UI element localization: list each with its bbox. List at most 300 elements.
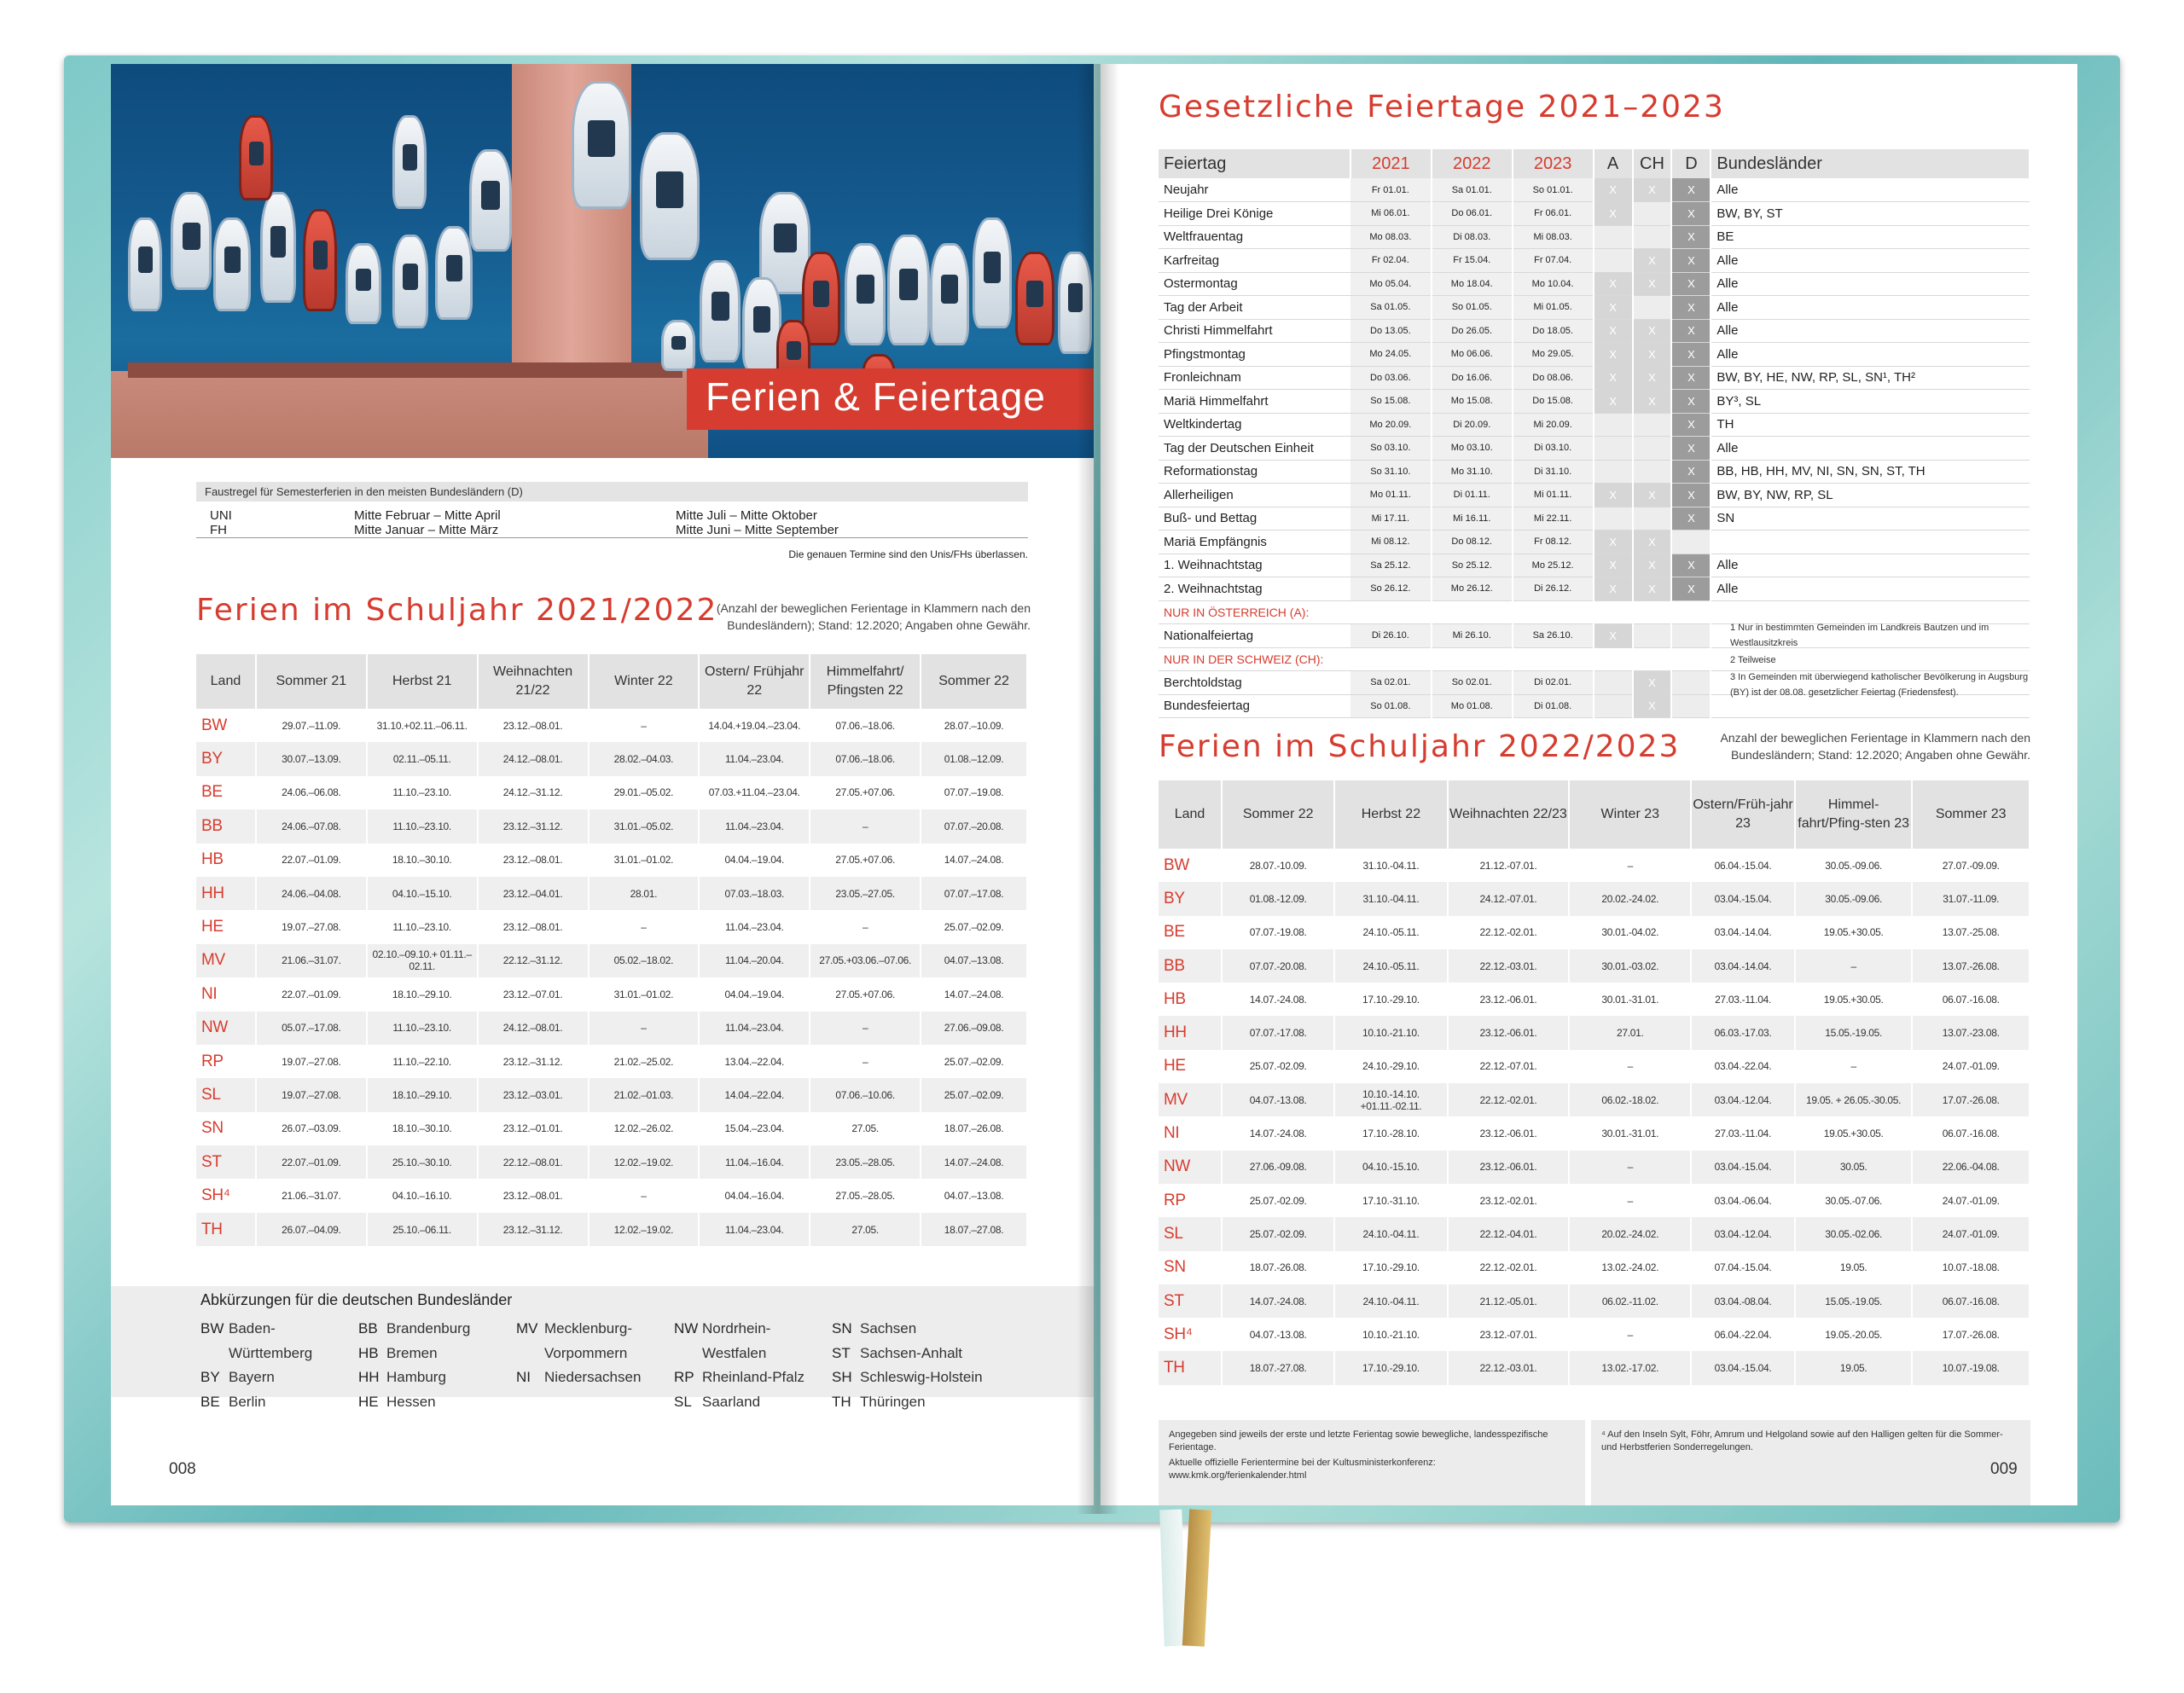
- date-cell: 23.12.–07.01.: [478, 977, 589, 1011]
- date-cell: 24.12.–08.01.: [478, 1012, 589, 1045]
- date-cell: 24.10.-04.11.: [1334, 1284, 1447, 1318]
- date-cell: 22.12.-02.01.: [1448, 1251, 1570, 1284]
- table-row: [196, 977, 1027, 1011]
- date-cell: 19.05. + 26.05.-30.05.: [1795, 1083, 1913, 1116]
- date-cell: 30.01.-31.01.: [1569, 1116, 1691, 1150]
- date-cell: 21.02.–25.02.: [589, 1045, 700, 1078]
- state-code: BB: [196, 809, 256, 843]
- holiday-row: [1159, 460, 2030, 484]
- date-cell: 03.04.-15.04.: [1691, 1151, 1795, 1184]
- holiday-row: [1159, 507, 2030, 531]
- states-cell: Alle: [1711, 437, 2030, 461]
- date-cell: 27.03.-11.04.: [1691, 1116, 1795, 1150]
- state-code: HE: [196, 910, 256, 943]
- date-cell: 03.04.-14.04.: [1691, 949, 1795, 983]
- book-gutter: [1077, 64, 1119, 1514]
- table-row: [1159, 1050, 2030, 1083]
- holiday-date: Do 13.05.: [1350, 319, 1432, 343]
- date-cell: 06.02.-11.02.: [1569, 1284, 1691, 1318]
- footnote: 2 Teilweise: [1730, 655, 1776, 665]
- holiday-date: Mi 26.10.: [1432, 624, 1513, 648]
- abbrev-entry: [516, 1342, 641, 1366]
- date-cell: 27.05.+07.06.: [810, 977, 921, 1011]
- abbrev-entry: [674, 1342, 804, 1366]
- date-cell: –: [1795, 949, 1913, 983]
- state-code: NI: [196, 977, 256, 1011]
- date-cell: 11.10.–23.10.: [367, 910, 478, 943]
- holiday-date: So 25.12.: [1432, 554, 1513, 577]
- date-cell: 18.07.–27.08.: [921, 1213, 1027, 1246]
- abbrev-code: ST: [832, 1344, 851, 1361]
- date-cell: 23.12.–31.12.: [478, 1213, 589, 1246]
- marker-cell: X: [1671, 554, 1711, 577]
- holiday-date: Fr 08.12.: [1513, 531, 1594, 554]
- date-cell: 11.04.–23.04.: [699, 809, 810, 843]
- section-label: NUR IN DER SCHWEIZ (CH):: [1159, 647, 2030, 671]
- date-cell: –: [589, 910, 700, 943]
- table-row: [196, 742, 1027, 775]
- date-cell: 04.07.–13.08.: [921, 1179, 1027, 1212]
- state-code: SN: [1159, 1251, 1222, 1284]
- table-row: [1159, 1116, 2030, 1150]
- date-cell: 07.06.–10.06.: [810, 1078, 921, 1111]
- marker-cell: X: [1633, 554, 1672, 577]
- date-cell: –: [810, 910, 921, 943]
- states-cell: Alle: [1711, 272, 2030, 296]
- marker-cell: X: [1633, 178, 1672, 202]
- date-cell: 04.04.–16.04.: [699, 1179, 810, 1212]
- abbrev-column: [674, 1317, 804, 1414]
- date-cell: 15.05.-19.05.: [1795, 1016, 1913, 1049]
- date-cell: 24.10.-29.10.: [1334, 1050, 1447, 1083]
- date-cell: 24.06.–04.08.: [256, 877, 367, 910]
- marker-cell: X: [1594, 531, 1633, 554]
- state-code: SH⁴: [196, 1179, 256, 1212]
- date-cell: 07.03.+11.04.–23.04.: [699, 776, 810, 809]
- date-cell: 30.01.-04.02.: [1569, 916, 1691, 949]
- abbrev-title: Abkürzungen für die deutschen Bundesländer: [200, 1291, 513, 1308]
- abbrev-entry: [358, 1342, 470, 1366]
- date-cell: 30.07.–13.09.: [256, 742, 367, 775]
- holiday-name: 1. Weihnachtstag: [1159, 554, 1350, 577]
- date-cell: 20.02.-24.02.: [1569, 1217, 1691, 1250]
- column-header: Winter 22: [589, 654, 700, 709]
- date-cell: –: [1569, 1050, 1691, 1083]
- footer-note-right: ⁴ Auf den Inseln Sylt, Föhr, Amrum und Helgoland sowie auf den Halligen gelten für die Sommer- und Herbstferien Sonderregelungen.: [1591, 1420, 2030, 1505]
- marker-cell: X: [1633, 694, 1672, 718]
- date-cell: 23.12.-06.01.: [1448, 1151, 1570, 1184]
- marker-cell: [1671, 671, 1711, 695]
- marker-cell: X: [1594, 366, 1633, 390]
- date-cell: 19.05.: [1795, 1351, 1913, 1384]
- section-title: Ferien im Schuljahr 2021/2022: [196, 593, 718, 628]
- date-cell: 19.05.+30.05.: [1795, 1116, 1913, 1150]
- abbrev-name: Westfalen: [702, 1344, 767, 1361]
- holiday-name: Pfingstmontag: [1159, 343, 1350, 367]
- table-row: [1159, 1217, 2030, 1250]
- states-cell: Alle: [1711, 554, 2030, 577]
- rule-cell: UNI: [210, 508, 232, 523]
- rule-cell: FH: [210, 523, 227, 537]
- table-row: [196, 944, 1027, 977]
- date-cell: 17.10.-29.10.: [1334, 1351, 1447, 1384]
- abbrev-code: TH: [832, 1393, 851, 1410]
- abbrev-column: [358, 1317, 470, 1414]
- date-cell: 27.03.-11.04.: [1691, 983, 1795, 1016]
- table-row: [1159, 1151, 2030, 1184]
- table-row: [1159, 1016, 2030, 1049]
- marker-cell: [1594, 671, 1633, 695]
- date-cell: 23.12.-06.01.: [1448, 1016, 1570, 1049]
- date-cell: 14.07.-24.08.: [1222, 1284, 1334, 1318]
- marker-cell: X: [1671, 178, 1711, 202]
- marker-cell: [1633, 225, 1672, 249]
- holiday-name: 2. Weihnachtstag: [1159, 577, 1350, 601]
- date-cell: 07.06.–18.06.: [810, 742, 921, 775]
- marker-cell: X: [1671, 413, 1711, 437]
- date-cell: 22.07.–01.09.: [256, 1145, 367, 1179]
- date-cell: 19.07.–27.08.: [256, 1078, 367, 1111]
- column-header: D: [1671, 149, 1711, 178]
- date-cell: 11.04.–20.04.: [699, 944, 810, 977]
- state-code: BB: [1159, 949, 1222, 983]
- state-code: NI: [1159, 1116, 1222, 1150]
- holiday-row: [1159, 413, 2030, 437]
- state-code: MV: [1159, 1083, 1222, 1116]
- marker-cell: X: [1671, 460, 1711, 484]
- table-row: [1159, 1251, 2030, 1284]
- date-cell: 06.03.-17.03.: [1691, 1016, 1795, 1049]
- date-cell: 30.05.-07.06.: [1795, 1184, 1913, 1217]
- date-cell: 14.07.–24.08.: [921, 1145, 1027, 1179]
- abbrev-code: BY: [200, 1369, 220, 1385]
- date-cell: 07.07.-17.08.: [1222, 1016, 1334, 1049]
- marker-cell: X: [1594, 484, 1633, 507]
- abbrev-entry: [516, 1317, 641, 1342]
- states-cell: BY³, SL: [1711, 390, 2030, 414]
- column-header: Feiertag: [1159, 149, 1350, 178]
- abbrev-entry: [674, 1317, 804, 1342]
- state-code: BY: [196, 742, 256, 775]
- date-cell: 31.01.–01.02.: [589, 977, 700, 1011]
- marker-cell: X: [1594, 319, 1633, 343]
- column-header: 2023: [1513, 149, 1594, 178]
- abbrev-code: HH: [358, 1369, 380, 1385]
- holiday-date: Di 31.10.: [1513, 460, 1594, 484]
- date-cell: 11.10.–22.10.: [367, 1045, 478, 1078]
- holiday-date: So 03.10.: [1350, 437, 1432, 461]
- marker-cell: X: [1594, 577, 1633, 601]
- date-cell: 06.02.-18.02.: [1569, 1083, 1691, 1116]
- section-title-2022-23: Ferien im Schuljahr 2022/2023: [1159, 729, 1681, 764]
- column-header: Herbst 21: [367, 654, 478, 709]
- holiday-name: Tag der Deutschen Einheit: [1159, 437, 1350, 461]
- holiday-row: [1159, 249, 2030, 273]
- abbrev-code: BB: [358, 1320, 378, 1336]
- date-cell: 27.05.+07.06.: [810, 844, 921, 877]
- state-code: SH⁴: [1159, 1318, 1222, 1351]
- holiday-date: Mi 16.11.: [1432, 507, 1513, 531]
- column-header: A: [1594, 149, 1633, 178]
- date-cell: 23.05.–28.05.: [810, 1145, 921, 1179]
- states-cell: Alle: [1711, 296, 2030, 320]
- holiday-name: Mariä Empfängnis: [1159, 531, 1350, 554]
- date-cell: 11.04.–23.04.: [699, 1213, 810, 1246]
- date-cell: 22.12.–31.12.: [478, 944, 589, 977]
- marker-cell: X: [1633, 531, 1672, 554]
- date-cell: 29.01.–05.02.: [589, 776, 700, 809]
- holiday-row: [1159, 178, 2030, 202]
- date-cell: –: [589, 1012, 700, 1045]
- marker-cell: [1594, 249, 1633, 273]
- holiday-date: Mo 15.08.: [1432, 390, 1513, 414]
- holiday-date: Do 03.06.: [1350, 366, 1432, 390]
- holiday-name: Bundesfeiertag: [1159, 694, 1350, 718]
- page-number: 009: [1990, 1460, 2018, 1478]
- date-cell: 23.12.–08.01.: [478, 1179, 589, 1212]
- date-cell: 18.07.-27.08.: [1222, 1351, 1334, 1384]
- marker-cell: X: [1594, 390, 1633, 414]
- state-code: BW: [1159, 849, 1222, 882]
- holiday-date: Fr 07.04.: [1513, 249, 1594, 273]
- holiday-row: [1159, 577, 2030, 601]
- marker-cell: X: [1633, 272, 1672, 296]
- boat: [435, 226, 473, 320]
- holiday-name: Neujahr: [1159, 178, 1350, 202]
- date-cell: 24.10.-05.11.: [1334, 916, 1447, 949]
- ribbon-marker: [1182, 1509, 1211, 1646]
- state-code: BW: [196, 709, 256, 742]
- date-cell: 25.10.–30.10.: [367, 1145, 478, 1179]
- date-cell: 01.08.–12.09.: [921, 742, 1027, 775]
- state-code: TH: [1159, 1351, 1222, 1384]
- section-banner: Ferien & Feiertage: [687, 368, 1094, 430]
- abbrev-column: [832, 1317, 983, 1414]
- date-cell: 12.02.–26.02.: [589, 1112, 700, 1145]
- state-code: BE: [1159, 916, 1222, 949]
- holiday-name: Weltfrauentag: [1159, 225, 1350, 249]
- abbrev-code: SN: [832, 1320, 852, 1336]
- holiday-footnotes: [1730, 620, 2029, 702]
- state-code: HB: [1159, 983, 1222, 1016]
- holiday-date: Do 18.05.: [1513, 319, 1594, 343]
- holiday-date: So 26.12.: [1350, 577, 1432, 601]
- date-cell: 14.07.-24.08.: [1222, 1116, 1334, 1150]
- abbrev-name: Niedersachsen: [544, 1369, 642, 1385]
- date-cell: 18.10.–29.10.: [367, 977, 478, 1011]
- column-header: Sommer 23: [1912, 780, 2030, 849]
- holiday-date: So 01.05.: [1432, 296, 1513, 320]
- states-cell: BW, BY, ST: [1711, 202, 2030, 226]
- holiday-date: Mi 01.05.: [1513, 296, 1594, 320]
- column-header: Ostern/Früh-jahr 23: [1691, 780, 1795, 849]
- abbrev-entry: [200, 1365, 312, 1390]
- date-cell: 15.04.–23.04.: [699, 1112, 810, 1145]
- abbrev-code: NI: [516, 1369, 531, 1385]
- holiday-date: Mo 18.04.: [1432, 272, 1513, 296]
- states-cell: SN: [1711, 507, 2030, 531]
- column-header: Winter 23: [1569, 780, 1691, 849]
- holiday-name: Karfreitag: [1159, 249, 1350, 273]
- date-cell: 17.07.-26.08.: [1912, 1318, 2030, 1351]
- state-code: HE: [1159, 1050, 1222, 1083]
- date-cell: 27.05.: [810, 1213, 921, 1246]
- holiday-date: Di 01.11.: [1432, 484, 1513, 507]
- states-cell: TH: [1711, 413, 2030, 437]
- abbrev-name: Sachsen: [860, 1320, 917, 1336]
- marker-cell: X: [1594, 272, 1633, 296]
- column-header: Sommer 22: [1222, 780, 1334, 849]
- abbrev-entry: [832, 1317, 983, 1342]
- abbrev-name: Mecklenburg-: [544, 1320, 632, 1336]
- date-cell: 03.04.-06.04.: [1691, 1184, 1795, 1217]
- table-row: [1159, 1083, 2030, 1116]
- date-cell: 28.07.-10.09.: [1222, 849, 1334, 882]
- page-number: 008: [169, 1460, 196, 1478]
- date-cell: 30.01.-31.01.: [1569, 983, 1691, 1016]
- date-cell: 22.12.-03.01.: [1448, 1351, 1570, 1384]
- date-cell: 27.05.+07.06.: [810, 776, 921, 809]
- date-cell: 23.12.-06.01.: [1448, 1116, 1570, 1150]
- holiday-date: So 31.10.: [1350, 460, 1432, 484]
- date-cell: –: [810, 1045, 921, 1078]
- date-cell: 23.12.-06.01.: [1448, 983, 1570, 1016]
- marker-cell: [1633, 413, 1672, 437]
- date-cell: 24.07.-01.09.: [1912, 1050, 2030, 1083]
- abbrev-name: Berlin: [229, 1393, 266, 1410]
- state-code: HB: [196, 844, 256, 877]
- date-cell: 23.05.–27.05.: [810, 877, 921, 910]
- date-cell: 03.04.-12.04.: [1691, 1083, 1795, 1116]
- state-code: NW: [1159, 1151, 1222, 1184]
- date-cell: 27.06.–09.08.: [921, 1012, 1027, 1045]
- states-cell: [1711, 531, 2030, 554]
- column-header: Ostern/ Frühjahr 22: [699, 654, 810, 709]
- holiday-date: Di 26.10.: [1350, 624, 1432, 648]
- date-cell: 22.12.-03.01.: [1448, 949, 1570, 983]
- table-row: [1159, 1351, 2030, 1384]
- abbrev-entry: [832, 1365, 983, 1390]
- date-cell: –: [1569, 1184, 1691, 1217]
- holiday-date: Di 20.09.: [1432, 413, 1513, 437]
- date-cell: 30.05.-02.06.: [1795, 1217, 1913, 1250]
- date-cell: 27.06.-09.08.: [1222, 1151, 1334, 1184]
- date-cell: 04.07.-13.08.: [1222, 1083, 1334, 1116]
- holiday-row: [1159, 554, 2030, 577]
- table-row: [1159, 849, 2030, 882]
- holiday-date: Mi 01.11.: [1513, 484, 1594, 507]
- marker-cell: X: [1633, 671, 1672, 695]
- date-cell: 11.10.–23.10.: [367, 809, 478, 843]
- marker-cell: X: [1671, 319, 1711, 343]
- date-cell: 03.04.-15.04.: [1691, 1351, 1795, 1384]
- date-cell: 14.07.–24.08.: [921, 844, 1027, 877]
- date-cell: 07.07.-19.08.: [1222, 916, 1334, 949]
- date-cell: 25.07.-02.09.: [1222, 1184, 1334, 1217]
- holiday-row: [1159, 366, 2030, 390]
- abbrev-column: [516, 1317, 641, 1390]
- rule-row: [196, 508, 1028, 523]
- abbrev-name: Vorpommern: [544, 1344, 628, 1361]
- date-cell: 25.07.-02.09.: [1222, 1050, 1334, 1083]
- holiday-row: [1159, 296, 2030, 320]
- date-cell: 13.07.-25.08.: [1912, 916, 2030, 949]
- boat: [392, 235, 428, 328]
- date-cell: 14.07.-24.08.: [1222, 983, 1334, 1016]
- date-cell: 02.11.–05.11.: [367, 742, 478, 775]
- holiday-date: Mo 26.12.: [1432, 577, 1513, 601]
- marker-cell: X: [1671, 437, 1711, 461]
- boat: [303, 209, 337, 311]
- date-cell: 25.07.–02.09.: [921, 1045, 1027, 1078]
- date-cell: 23.12.-02.01.: [1448, 1184, 1570, 1217]
- marker-cell: X: [1594, 202, 1633, 226]
- abbrev-code: HB: [358, 1344, 379, 1361]
- holiday-date: Do 16.06.: [1432, 366, 1513, 390]
- abbrev-name: Hessen: [386, 1393, 436, 1410]
- date-cell: 05.07.–17.08.: [256, 1012, 367, 1045]
- marker-cell: [1633, 437, 1672, 461]
- marker-cell: [1633, 460, 1672, 484]
- date-cell: 30.01.-03.02.: [1569, 949, 1691, 983]
- date-cell: 19.07.–27.08.: [256, 910, 367, 943]
- column-header: Sommer 22: [921, 654, 1027, 709]
- date-cell: 27.05.–28.05.: [810, 1179, 921, 1212]
- semester-rule-table: [196, 508, 1028, 538]
- rule-cell: Mitte Juni – Mitte September: [676, 523, 839, 537]
- marker-cell: X: [1633, 484, 1672, 507]
- holiday-table-2022-23: [1159, 780, 2030, 1385]
- holiday-name: Buß- und Bettag: [1159, 507, 1350, 531]
- table-row: [196, 1213, 1027, 1246]
- date-cell: 31.10.-04.11.: [1334, 849, 1447, 882]
- holiday-row: [1159, 319, 2030, 343]
- boat: [392, 115, 427, 209]
- column-header: Herbst 22: [1334, 780, 1447, 849]
- date-cell: 10.07.-19.08.: [1912, 1351, 2030, 1384]
- date-cell: 19.05.+30.05.: [1795, 916, 1913, 949]
- boat: [640, 132, 700, 260]
- holiday-name: Heilige Drei Könige: [1159, 202, 1350, 226]
- date-cell: 25.07.-02.09.: [1222, 1217, 1334, 1250]
- holiday-row: [1159, 343, 2030, 367]
- date-cell: 03.04.-22.04.: [1691, 1050, 1795, 1083]
- table-row: [1159, 882, 2030, 915]
- column-header: CH: [1633, 149, 1672, 178]
- marker-cell: X: [1633, 249, 1672, 273]
- date-cell: 24.06.–06.08.: [256, 776, 367, 809]
- marker-cell: X: [1633, 577, 1672, 601]
- boat: [887, 235, 930, 345]
- boat: [845, 243, 886, 345]
- state-code: SL: [1159, 1217, 1222, 1250]
- date-cell: 07.07.-20.08.: [1222, 949, 1334, 983]
- date-cell: 27.05.: [810, 1112, 921, 1145]
- state-code: SN: [196, 1112, 256, 1145]
- section-note-2022-23: Anzahl der beweglichen Ferientage in Klammern nach den Bundesländern; Stand: 12.2020; Angaben ohne Gewähr.: [1720, 731, 2030, 762]
- date-cell: 29.07.–11.09.: [256, 709, 367, 742]
- abbrev-name: Baden-: [229, 1320, 276, 1336]
- marker-cell: [1671, 694, 1711, 718]
- column-header: Sommer 21: [256, 654, 367, 709]
- table-row: [196, 809, 1027, 843]
- date-cell: 25.10.–06.11.: [367, 1213, 478, 1246]
- abbrev-name: Bayern: [229, 1369, 275, 1385]
- holiday-row: [1159, 531, 2030, 554]
- abbrev-column: [200, 1317, 312, 1414]
- date-cell: 19.05.-20.05.: [1795, 1318, 1913, 1351]
- holiday-name: Ostermontag: [1159, 272, 1350, 296]
